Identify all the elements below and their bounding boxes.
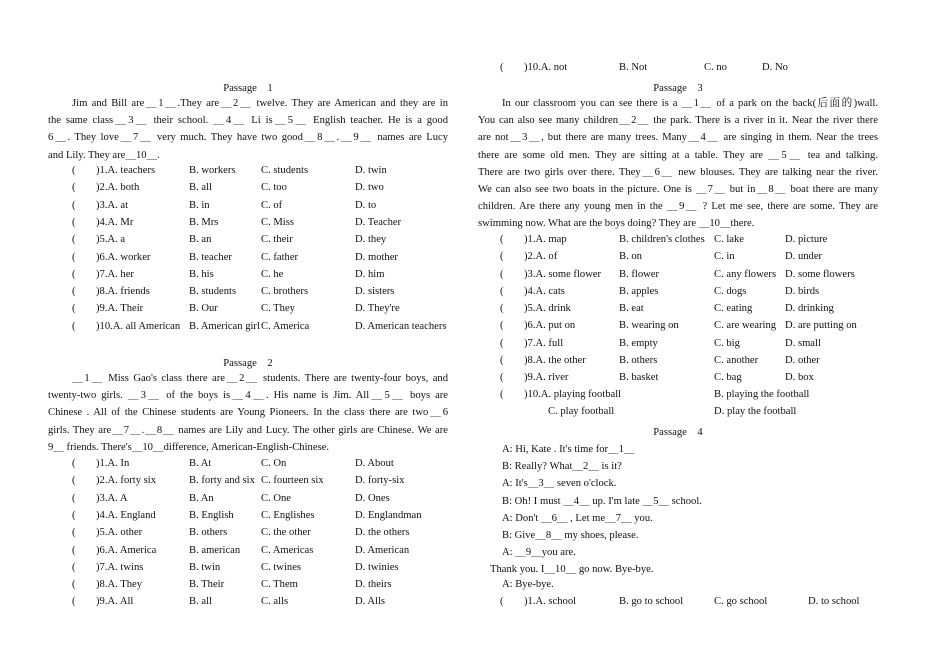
option-d: D. twinies (355, 561, 399, 573)
answer-bracket[interactable]: ( (500, 320, 504, 332)
option-b: B. flower (619, 268, 660, 280)
question-row (48, 182, 448, 199)
passage-3-line: You can also see many children＿2＿ the park. There is a river in it. Near the river there (478, 115, 878, 127)
option: C. no (704, 62, 727, 73)
dialogue-line: B: Really? What＿2＿ is it? (502, 461, 622, 473)
answer-bracket[interactable]: ( (72, 286, 76, 298)
option-d: D. American teachers (355, 320, 447, 332)
question-row (478, 372, 878, 389)
option-a: )4.A. cats (524, 285, 565, 297)
question-row (48, 562, 448, 579)
option-a: )9.A. All (96, 596, 134, 608)
option-b: B. wearing on (619, 320, 679, 332)
passage-3-line: There are two girls over there. They＿6＿ new blouses. They are talking near the river. (478, 166, 878, 178)
question-row (48, 234, 448, 251)
answer-bracket[interactable]: ( (72, 492, 76, 504)
passage-4-title: Passage 4 (653, 427, 703, 438)
option-b: B. go to school (619, 596, 684, 607)
option-d: D. are putting on (785, 320, 857, 332)
answer-bracket[interactable]: ( (500, 354, 504, 366)
option-c: C. On (261, 458, 287, 469)
option-b: B. all (189, 596, 212, 608)
question-row (48, 545, 448, 562)
option-c: C. play football (548, 406, 615, 417)
question-row (48, 303, 448, 320)
question-row (478, 355, 878, 372)
option-a: )2.A. of (524, 251, 558, 263)
option-b: B. Our (189, 303, 218, 315)
option-a: )6.A. America (96, 544, 157, 556)
option-a: )1.A. teachers (96, 165, 156, 176)
option-d: D. About (355, 458, 394, 469)
option-a: )6.A. put on (524, 320, 576, 332)
answer-bracket[interactable]: ( (500, 234, 504, 245)
passage-3-line: swimming now. What are the boys doing? They are ＿10＿there. (478, 218, 755, 230)
option-c: C. Miss (261, 216, 294, 228)
option-b: B. Mrs (189, 216, 219, 228)
question-row (48, 286, 448, 303)
option-d: D. theirs (355, 579, 392, 591)
answer-bracket[interactable]: ( (72, 199, 76, 211)
option-d: D. small (785, 337, 821, 349)
dialogue-line: B: Oh! I must ＿4＿ up. I'm late ＿5＿ school. (502, 495, 702, 507)
option-d: D. the others (355, 527, 410, 539)
option-c: C. fourteen six (261, 475, 324, 487)
option-a: )3.A. A (96, 492, 128, 504)
passage-1-title: Passage 1 (223, 83, 273, 94)
question-row (48, 475, 448, 492)
passage-2-text (48, 370, 448, 456)
answer-bracket[interactable]: ( (500, 268, 504, 280)
question-row (478, 320, 878, 337)
option-d: D. other (785, 354, 820, 366)
option-d: D. mother (355, 251, 398, 263)
option-d: D. They're (355, 303, 400, 315)
option-c: C. in (714, 251, 735, 263)
option-a: )7.A. full (524, 337, 564, 349)
question-row (478, 389, 878, 406)
option-b: B. At (189, 458, 212, 469)
option-d: D. drinking (785, 303, 834, 314)
question-row (48, 458, 448, 475)
option: )10.A. not (524, 62, 568, 73)
passage-3-line: In our classroom you can see there is a ＿1＿ of a park on the back(后面的)wall. (502, 98, 878, 109)
answer-bracket[interactable]: ( (72, 251, 76, 263)
option-a: )4.A. Mr (96, 216, 134, 228)
option-c: C. too (261, 182, 287, 194)
passage-3-item-10-options (478, 406, 878, 423)
option-c: C. Englishes (261, 509, 315, 521)
option-d: D. him (355, 268, 385, 280)
option-a: )6.A. worker (96, 251, 151, 263)
answer-bracket[interactable]: ( (72, 303, 76, 315)
option-c: C. One (261, 492, 292, 504)
answer-bracket[interactable]: ( (72, 475, 76, 487)
question-row (48, 510, 448, 527)
option-b: B. teacher (189, 251, 232, 263)
option-a: )5.A. a (96, 234, 126, 246)
option-a: )3.A. at (96, 199, 129, 211)
answer-bracket[interactable]: ( (72, 320, 76, 332)
question-row (478, 234, 878, 251)
answer-bracket[interactable]: ( (500, 303, 504, 314)
option-c: C. their (261, 234, 293, 246)
answer-bracket[interactable]: ( (500, 596, 504, 607)
option-b: B. students (189, 286, 237, 298)
option-c: C. America (261, 320, 310, 332)
passage-3-text (478, 95, 878, 233)
dialogue-line: A: Don't ＿6＿ , Let me＿7＿ you. (502, 512, 653, 524)
option-a: )10.A. playing football (524, 389, 622, 401)
passage-3-line: children. Are there any young men in the ＿9＿ ? Let me see, there are some. They are (478, 201, 878, 213)
question-row (478, 286, 878, 303)
option-c: B. playing the football (714, 389, 810, 401)
question-row (48, 252, 448, 269)
answer-bracket[interactable]: ( (500, 389, 504, 401)
option-c: C. Americas (261, 544, 314, 556)
answer-bracket[interactable]: ( (500, 285, 504, 297)
option-b: B. an (189, 234, 212, 246)
option-c: C. twines (261, 561, 302, 573)
question-row (48, 269, 448, 286)
option-b: B. American girl (189, 320, 260, 332)
option-d: D. two (355, 182, 384, 194)
option-d: D. they (355, 234, 387, 246)
option-a: )9.A. river (524, 372, 569, 383)
question-row (478, 251, 878, 268)
option-b: B. in (189, 199, 210, 211)
option-a: )10.A. all American (96, 320, 181, 332)
option-b: B. american (189, 544, 241, 556)
passage-2-line: twenty-two girls. ＿3＿ of the boys is＿4＿. His name is Jim. All＿5＿ boys are (48, 390, 448, 402)
option-a: )8.A. They (96, 579, 142, 591)
option-d: D. sisters (355, 286, 395, 298)
passage-3-line: are not＿3＿, but there are many trees. Many＿4＿ are singing in them. Near the trees (478, 132, 878, 144)
dialogue-line: A: Hi, Kate . It's time for＿1＿ (502, 444, 635, 455)
passage-1-line: and Lily. They are＿10＿. (48, 149, 160, 161)
option-a: )2.A. forty six (96, 475, 157, 487)
question-row (478, 303, 878, 320)
option-b: B. all (189, 182, 212, 194)
answer-bracket[interactable]: ( (72, 216, 76, 228)
option-a: )9.A. Their (96, 303, 144, 315)
option-d: D. forty-six (355, 475, 405, 487)
option-c: C. dogs (714, 285, 747, 297)
passage-2-line: girls. They are＿7＿.＿8＿ names are Lily and Lucy. The other girls are Chinese. We are (48, 424, 448, 436)
option-b: B. his (189, 268, 214, 280)
question-row (48, 579, 448, 596)
passage-1-line: the same class＿3＿ their school. ＿4＿ Li is＿5＿ English teacher. He is a good (48, 115, 448, 127)
option-c: C. alls (261, 596, 289, 608)
option-c: C. the other (261, 527, 311, 539)
option-a: )7.A. twins (96, 561, 144, 573)
option-d: D. Teacher (355, 216, 402, 228)
dialogue-line: Thank you. I＿10＿ go now. Bye-bye. (490, 564, 654, 576)
option-a: )1.A. In (96, 458, 130, 469)
option-d: D. some flowers (785, 268, 855, 280)
answer-bracket[interactable]: ( (72, 165, 76, 176)
passage-2-line: ＿1＿ Miss Gao's class there are＿2＿ students. There are twenty-four boys, and (72, 373, 448, 384)
option-c: C. any flowers (714, 268, 777, 280)
option-c: C. Them (261, 579, 298, 591)
option-c: C. big (714, 337, 740, 349)
dialogue-line: B: Give＿8＿ my shoes, please. (502, 530, 639, 541)
question-row (48, 493, 448, 510)
option-d: D. to school (808, 596, 860, 607)
question-row (48, 527, 448, 544)
answer-bracket[interactable]: ( (500, 337, 504, 349)
option-a: )8.A. the other (524, 354, 586, 366)
option-c: C. father (261, 251, 299, 263)
answer-bracket[interactable]: ( (72, 527, 76, 539)
answer-bracket[interactable]: ( (500, 62, 504, 73)
passage-3-title: Passage 3 (653, 83, 703, 94)
option-c: C. eating (714, 303, 753, 314)
passage-2-line: Chinese . All of the Chinese students are Young Pioneers. In the class there are two＿6 (48, 407, 448, 419)
question-row (478, 62, 878, 79)
option-d: D. American (355, 544, 410, 556)
answer-bracket[interactable]: ( (72, 509, 76, 521)
option-b: B. Their (189, 579, 225, 591)
option-a: )3.A. some flower (524, 268, 602, 280)
option-b: B. twin (189, 561, 221, 573)
option-d: D. box (785, 372, 814, 383)
option-a: )5.A. drink (524, 303, 571, 314)
option-b: B. forty and six (189, 475, 255, 487)
passage-1-line: Jim and Bill are＿1＿.They are＿2＿ twelve. They are American and they are in (72, 98, 448, 109)
option-d: D. twin (355, 165, 387, 176)
answer-bracket[interactable]: ( (72, 596, 76, 608)
option: D. No (762, 62, 788, 73)
option-b: B. children's clothes (619, 234, 705, 245)
question-row (48, 217, 448, 234)
option-c: C. are wearing (714, 320, 777, 332)
passage-1-line: 6＿. They love＿7＿ very much. They have two good＿8＿.＿9＿ names are Lucy (48, 132, 448, 144)
option-c: C. go school (714, 596, 768, 607)
option-d: D. play the football (714, 406, 797, 417)
answer-bracket[interactable]: ( (500, 251, 504, 263)
option-b: B. apples (619, 285, 659, 297)
passage-3-line: there are some old men. They are sitting at a table. They are ＿5＿ tea and talking. (478, 149, 878, 161)
question-row (48, 165, 448, 182)
passage-2-title: Passage 2 (223, 358, 273, 369)
answer-bracket[interactable]: ( (72, 268, 76, 280)
passage-1-text (48, 95, 448, 164)
question-row (478, 269, 878, 286)
option-b: B. others (619, 354, 658, 366)
option-a: )4.A. England (96, 509, 156, 521)
option-c: C. They (261, 303, 295, 315)
question-row (478, 338, 878, 355)
option-a: )8.A. friends (96, 286, 150, 298)
passage-3-line: We can also see two boats in the picture. One is ＿7＿ but in＿8＿ boat there are many (478, 183, 878, 195)
option-c: C. lake (714, 234, 745, 245)
option-c: C. students (261, 165, 309, 176)
option-d: D. under (785, 251, 823, 263)
option-b: B. basket (619, 372, 659, 383)
option-b: B. empty (619, 337, 658, 349)
answer-bracket[interactable]: ( (500, 372, 504, 383)
question-row (48, 321, 448, 338)
option-a: )1.A. map (524, 234, 567, 245)
option-d: D. Alls (355, 596, 386, 608)
option-b: B. workers (189, 165, 236, 176)
answer-bracket[interactable]: ( (72, 579, 76, 591)
question-row (48, 200, 448, 217)
option-d: D. to (355, 199, 377, 211)
question-row (48, 596, 448, 613)
option-d: D. birds (785, 285, 820, 297)
option-d: D. picture (785, 234, 828, 245)
option: B. Not (619, 62, 648, 73)
answer-bracket[interactable]: ( (72, 458, 76, 469)
passage-2-line: 9＿ friends. There's＿10＿difference, American-English-Chinese. (48, 441, 329, 453)
option-b: B. on (619, 251, 642, 263)
option-b: B. An (189, 492, 214, 504)
dialogue-line: A: It's＿3＿ seven o'clock. (502, 478, 617, 490)
option-a: )1.A. school (524, 596, 577, 607)
option-a: )7.A. her (96, 268, 134, 280)
option-c: C. he (261, 268, 284, 280)
option-b: B. eat (619, 303, 644, 314)
option-c: C. of (261, 199, 283, 211)
option-a: )2.A. both (96, 182, 140, 194)
option-b: B. others (189, 527, 228, 539)
answer-bracket[interactable]: ( (72, 561, 76, 573)
question-row (478, 596, 878, 613)
option-d: D. Englandman (355, 509, 422, 521)
answer-bracket[interactable]: ( (72, 234, 76, 246)
option-c: C. brothers (261, 286, 309, 298)
option-c: C. another (714, 354, 759, 366)
option-a: )5.A. other (96, 527, 143, 539)
dialogue-line: A: Bye-bye. (502, 578, 554, 590)
option-d: D. Ones (355, 492, 390, 504)
option-c: C. bag (714, 372, 742, 383)
answer-bracket[interactable]: ( (72, 182, 76, 194)
option-b: B. English (189, 509, 234, 521)
answer-bracket[interactable]: ( (72, 544, 76, 556)
dialogue-line: A: ＿9＿you are. (502, 547, 576, 559)
